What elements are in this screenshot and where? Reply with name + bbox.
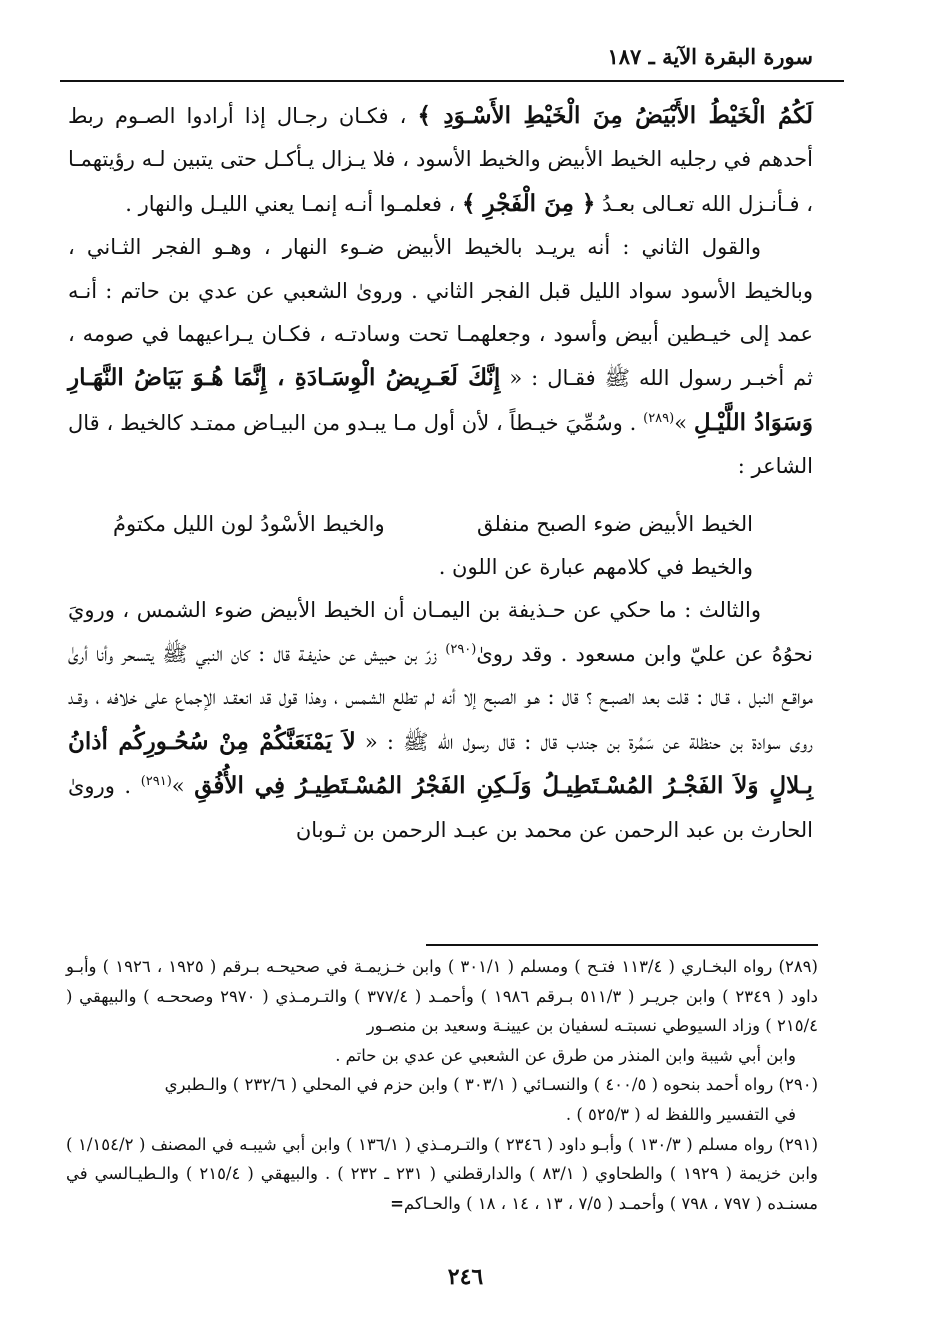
paragraph-2 <box>68 226 813 488</box>
paragraph-text: . وسُمِّيَ خيـطاً ، لأن أول مـا يبـدو من البيـاض ممتـد كالخيط ، قال الشاعر : <box>68 410 813 479</box>
verse-hemistich-second: والخيط الأسْودُ لون الليل مكتومُ <box>113 511 385 536</box>
paragraph-text: ، فعلمـوا أنـه إنمـا يعني الليـل والنهار . <box>125 191 463 216</box>
footnote-289: (٢٨٩) رواه البخـاري ( ١١٣/٤ فتـح ) ومسلم ( ٣٠١/١ ) وابن خـزيمـة في صحيحـه بـرقم ( ١٩٢٥ ، ١٩٢٦ ) وأبـو داود ( ٢٣٤٩ ) وابن جريـر ( ٥١١/٣ بـرقم ١٩٨٦ ) وأحمـد ( ٣٧٧/٤ ) والتـرمـذي ( ٢٩٧٠ وصححـه ) والبيهقي ( ٢١٥/٤ ) وزاد السيوطي نسبتـه لسفيان بن عيينـة وسعيد بن منصـور <box>66 957 818 1036</box>
verse-line <box>113 503 753 546</box>
verse-note: والخيط في كلامهم عبارة عن اللون . <box>438 555 753 580</box>
footnote-290: (٢٩٠) رواه أحمد بنحوه ( ٤٠٠/٥ ) والنسـائي ( ٣٠٣/١ ) وابن حزم في المحلي ( ٢٣٢/٦ ) والـطبري <box>164 1075 818 1095</box>
paragraph-1 <box>68 94 813 226</box>
footnote-ref-289[interactable]: (٢٨٩) <box>643 410 675 426</box>
footnote-291 <box>66 1130 818 1219</box>
quran-quote: لَكُمُ الْخَيْطُ الأَبْيَضُ مِنَ الْخَيْطِ الأَسْـوَدِ ﴾ <box>417 102 813 129</box>
footnotes <box>66 952 818 1218</box>
hadith-quote: إِنَّكَ لَعَـرِيضُ الْوِسَـادَةِ ، إِنَّمَا هُـوَ بَيَاضُ النَّهَـارِ وَسَوَادُ اللَّيْـلِ <box>68 364 814 436</box>
main-text <box>68 94 813 852</box>
hadith-quote: لاَ يَمْنَعَنَّكُمْ مِنْ سُحُـورِكُم أذانُ بِـلالٍ وَلاَ الفَجْـرُ المُسْـتَطِيـلُ وَلَـكِنِ الفَجْرُ المُسْـتَطِيـرُ فِي الأُفُقِ <box>68 727 813 800</box>
verse-hemistich-first: الخيط الأبيض ضوء الصبح منفلق <box>476 511 753 536</box>
paragraph-text: ، فكـان رجـال إذا أرادوا الصـوم ربط أحدهم في رجليه الخيط الأبيض والخيط الأسود ، فلا يـزال يـأكـل حتى يتبين لـه رؤيتهمـا ، فـأنـزل الله تعـالى بعـدُ <box>68 104 813 216</box>
paragraph-text: » <box>674 410 694 435</box>
poetry-verse <box>68 503 813 546</box>
paragraph-3 <box>68 589 813 851</box>
footnote-ref-291[interactable]: (٢٩١) <box>140 774 172 790</box>
paragraph-text: والثالث : ما حكي عن حـذيفة بن اليمـان أن الخيط الأبيض ضوء الشمس ، ورويَ نحوُهُ عن عليّ وابن مسعود . وقد روىٰ <box>68 598 813 666</box>
page-number: ٢٤٦ <box>447 1264 484 1290</box>
continuation-mark: = <box>390 1193 404 1213</box>
footnote-290-continuation: في التفسير واللفظ له ( ٥٢٥/٣ ) . <box>565 1104 796 1124</box>
running-header: سورة البقرة الآية ـ ١٨٧ <box>607 44 813 69</box>
footnote-rule <box>426 944 818 946</box>
paragraph-text: » <box>171 774 195 799</box>
paragraph-text: زرّ بن حبيش عن حذيفـة قال : كان النبي ﷺ يتسحر وأنا أرىٰ مواقـع النبل ، قـال : قلت بعد الصبـح ؟ قال : هـو الصبح إلا أنه لم تطلع الشمس ، وهذا قول قد انعقـد الإجماع على خلافه ، وقـد روى سوادة بن حنظلة عن سَمُرة بن جندب قال : قال رسول الله ﷺ : « <box>68 641 813 754</box>
paragraph-text: والقول الثاني : أنه يريـد بالخيط الأبيض ضـوء النهار ، وهـو الفجر الثـاني ، وبالخيط الأسود سواد الليل قبل الفجر الثاني . وروىٰ الشعبي عن عدي بن حاتم : أنـه عمد إلى خيـطين أبيض وأسود ، وجعلهمـا تحت وسادتـه ، فكـان يـراعيهما في صومه ، ثم أخبـر رسول الله ﷺ فقـال : « <box>68 235 813 391</box>
quran-quote: ﴿ مِنَ الْفَجْرِ ﴾ <box>462 189 596 217</box>
paragraph-text: . وروىٰ الحارث بن عبد الرحمن عن محمد بن عبـد الرحمن بن ثـوبان <box>68 774 813 842</box>
footnote-ref-290[interactable]: (٢٩٠) <box>445 641 477 657</box>
footnote-291-text: (٢٩١) رواه مسلم ( ١٣٠/٣ ) وأبـو داود ( ٢٣٤٦ ) والتـرمـذي ( ١٣٦/١ ) وابن أبي شيبـه في المصنف ( ١/١٥٤/٢ ) وابن خزيمة ( ١٩٢٩ ) والطحاوي ( ٨٣/١ ) والدارقطني ( ٢٣١ ـ ٢٣٢ ) . والبيهقي ( ٢١٥/٤ ) والـطيـالسي في مسنـده ( ٧٩٧ ، ٧٩٨ ) وأحمـد ( ٧/٥ ، ١٣ ، ١٤ ، ١٨ ) والحـاكم <box>66 1134 819 1213</box>
header-rule <box>60 80 844 82</box>
footnote-289-continuation: وابن أبي شيبة وابن المنذر من طرق عن الشعبي عن عدي بن حاتم . <box>335 1045 796 1065</box>
